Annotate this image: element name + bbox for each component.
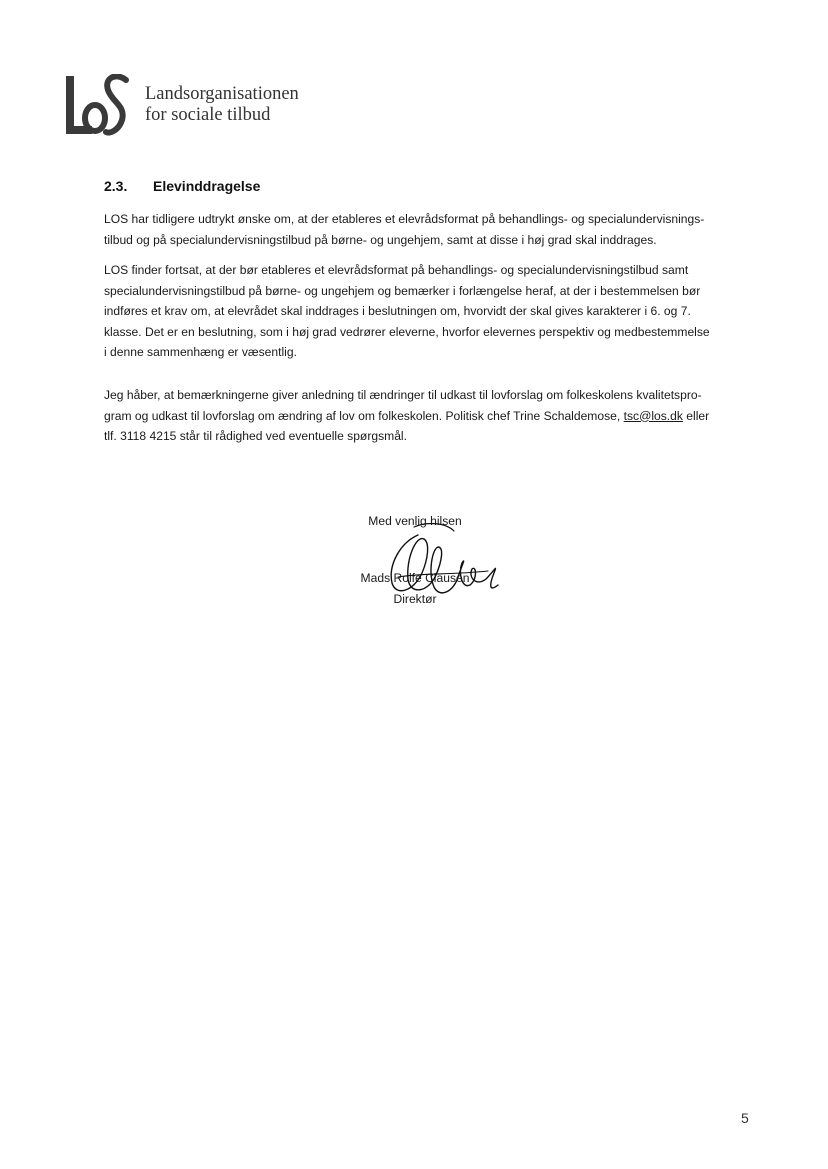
paragraph-line: specialundervisningstilbud på børne- og ungehjem og bemærker i forlængelse heraf, at der i bestemmelsen bør: [104, 283, 701, 298]
paragraph-2: [104, 260, 754, 363]
paragraph-line: indføres et krav om, at elevrådet skal inddrages i beslutningen om, hvorvidt der skal gives karakterer i 6. og 7.: [104, 304, 691, 318]
handwritten-signature: [358, 517, 508, 607]
paragraph-text: gram og udkast til lovforslag om ændring af lov om folkeskolen. Politisk chef Trine Schaldemose,: [104, 408, 624, 423]
paragraph-1: [104, 209, 754, 250]
paragraph-3: [104, 385, 754, 447]
paragraph-line: tilbud og på specialundervisningstilbud på børne- og ungehjem, samt at disse i høj grad skal inddrages.: [104, 232, 657, 247]
paragraph-line: Jeg håber, at bemærkningerne giver anledning til ændringer til udkast til lovforslag om folkeskolens kvalitetspro-: [104, 388, 702, 402]
section-heading: [104, 178, 260, 194]
los-logo: [62, 74, 132, 136]
paragraph-line: klasse. Det er en beslutning, som i høj grad vedrører eleverne, hvorfor elevernes perspektiv og medbestemmelse: [104, 324, 710, 339]
paragraph-line: LOS finder fortsat, at der bør etableres et elevrådsformat på behandlings- og specialundervisningstilbud samt: [104, 263, 689, 277]
section-title: Elevinddragelse: [153, 178, 261, 194]
paragraph-line: i denne sammenhæng er væsentlig.: [104, 345, 297, 359]
email-link[interactable]: tsc@los.dk: [623, 408, 683, 423]
signatory-name: Mads Rolfe Clausen: [360, 571, 470, 585]
paragraph-line: tlf. 3118 4215 står til rådighed ved eventuelle spørgsmål.: [104, 429, 407, 443]
org-name-line2: for sociale tilbud: [145, 105, 271, 125]
organisation-name: [145, 84, 299, 126]
paragraph-text: eller: [682, 408, 710, 423]
section-number: 2.3.: [104, 178, 128, 194]
paragraph-line: LOS har tidligere udtrykt ønske om, at der etableres et elevrådsformat på behandlings- og specialundervisnings-: [104, 212, 705, 226]
signatory-title: Direktør: [393, 592, 437, 606]
signature-block: [330, 507, 500, 617]
page-number: 5: [741, 1110, 749, 1126]
paragraph-line: [104, 406, 754, 427]
org-name-line1: Landsorganisationen: [145, 84, 299, 104]
closing-greeting: Med venlig hilsen: [368, 514, 462, 528]
